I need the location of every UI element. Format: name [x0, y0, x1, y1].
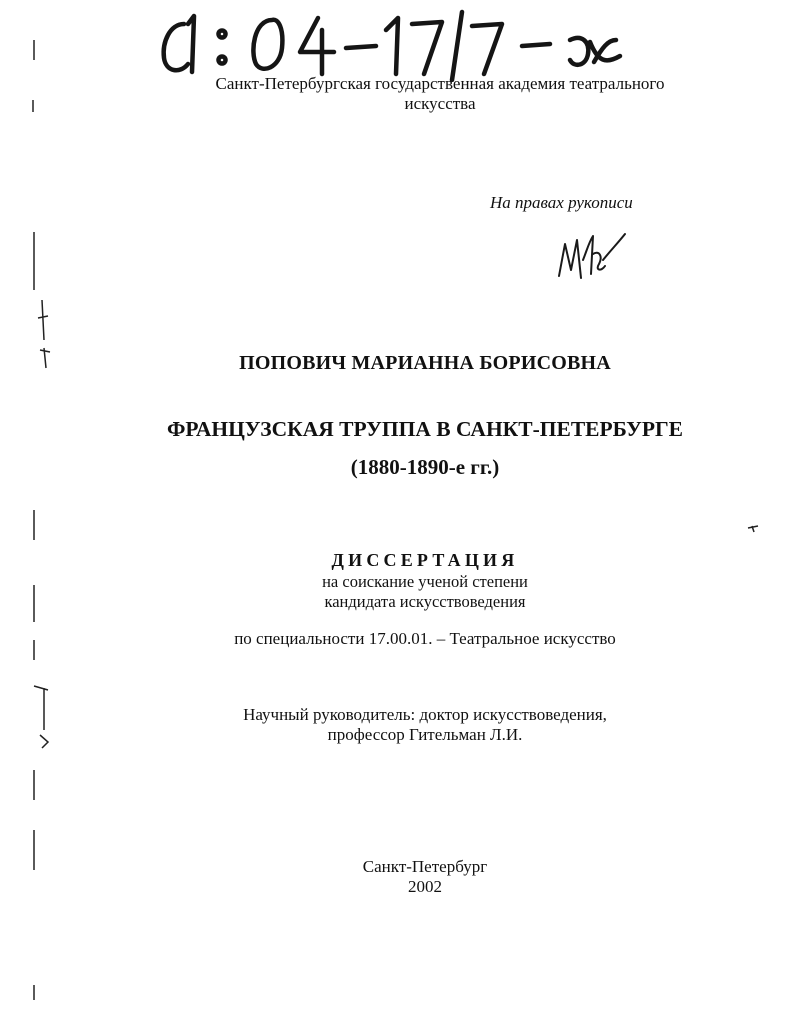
supervisor-line-1: Научный руководитель: доктор искусствоведения,: [243, 705, 607, 724]
thesis-title: ФРАНЦУЗСКАЯ ТРУППА В САНКТ-ПЕТЕРБУРГЕ: [166, 417, 684, 441]
dissertation-label: ДИССЕРТАЦИЯ: [331, 550, 519, 570]
thesis-years: (1880-1890-е гг.): [350, 455, 500, 479]
specialty-line: по специальности 17.00.01. – Театральное искусство: [234, 629, 616, 648]
institution-line-1: Санкт-Петербургская государственная академия театрального: [215, 74, 665, 93]
city: Санкт-Петербург: [362, 857, 488, 876]
year: 2002: [408, 877, 442, 896]
institution-name: [150, 74, 730, 114]
rights-note: На правах рукописи: [490, 193, 633, 212]
handwritten-catalog-code: [150, 2, 650, 82]
author-name: ПОПОВИЧ МАРИАННА БОРИСОВНА: [239, 352, 611, 374]
degree-line-1: на соискание ученой степени: [322, 572, 528, 591]
institution-line-2: искусства: [404, 94, 476, 113]
supervisor-line-2: профессор Гительман Л.И.: [327, 725, 523, 744]
degree-line-2: кандидата искусствоведения: [324, 592, 526, 611]
handwritten-signature: [553, 220, 633, 290]
